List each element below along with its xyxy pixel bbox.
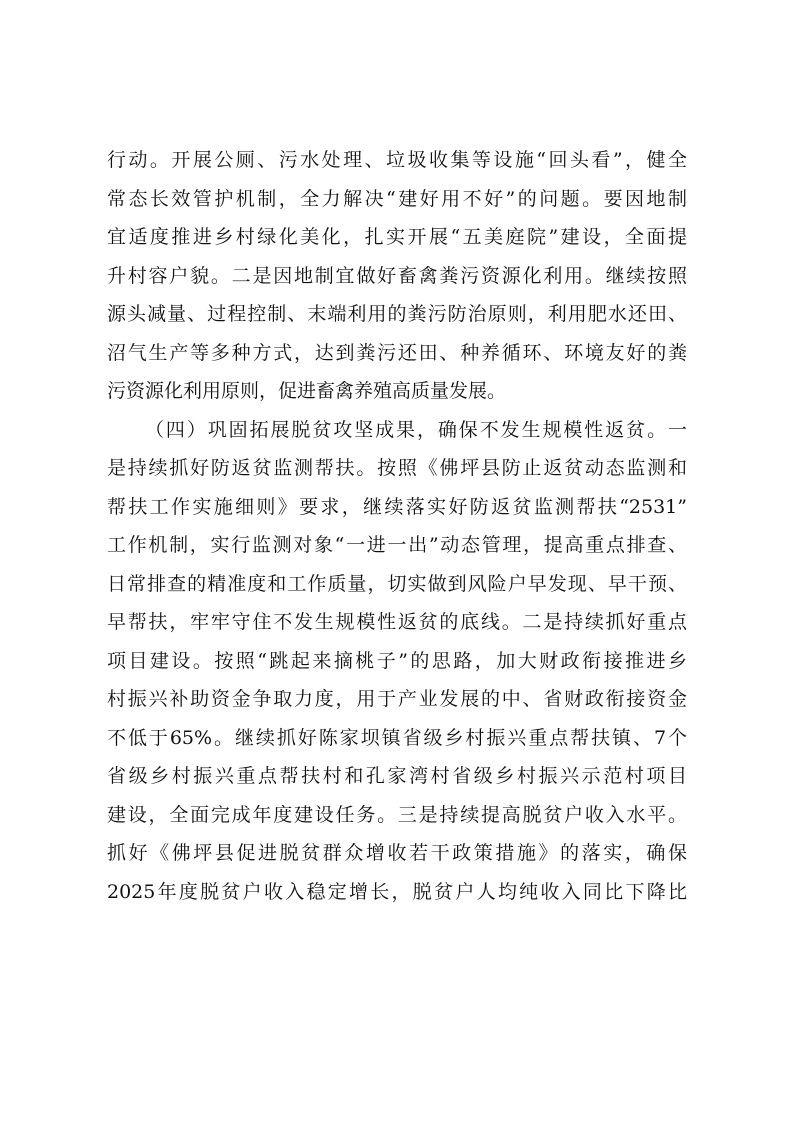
body-text [107,141,687,911]
text-line-6: 沼气生产等多种方式，达到粪污还田、种养循环、环境友好的粪 [107,341,687,364]
text-line-14: 项目建设。按照“跳起来摘桃子”的思路，加大财政衔接推进乡 [107,649,687,672]
text-line-9: 是持续抓好防返贫监测帮扶。按照《佛坪县防止返贫动态监测和 [107,457,687,479]
text-line-13: 早帮扶，牢牢守住不发生规模性返贫的底线。二是持续抓好重点 [107,611,687,633]
text-line-19: 抓好《佛坪县促进脱贫群众增收若干政策措施》的落实，确保 [107,842,687,864]
text-line-20: 2025年度脱贫户收入稳定增长，脱贫户人均纯收入同比下降比 [107,880,687,903]
text-line-18: 建设，全面完成年度建设任务。三是持续提高脱贫户收入水平。 [107,803,687,826]
text-line-3: 宜适度推进乡村绿化美化，扎实开展“五美庭院”建设，全面提 [107,226,687,248]
text-line-10: 帮扶工作实施细则》要求，继续落实好防返贫监测帮扶“2531” [107,495,687,518]
text-line-11: 工作机制，实行监测对象“一进一出”动态管理，提高重点排查、 [107,534,687,556]
text-line-5: 源头减量、过程控制、末端利用的粪污防治原则，利用肥水还田、 [107,303,687,325]
text-line-12: 日常排查的精准度和工作质量，切实做到风险户早发现、早干预、 [107,572,687,595]
text-line-15: 村振兴补助资金争取力度，用于产业发展的中、省财政衔接资金 [107,688,687,710]
text-line-17: 省级乡村振兴重点帮扶村和孔家湾村省级乡村振兴示范村项目 [107,765,687,787]
text-line-16: 不低于65%。继续抓好陈家坝镇省级乡村振兴重点帮扶镇、7个 [107,726,687,749]
text-line-4: 升村容户貌。二是因地制宜做好畜禽粪污资源化利用。继续按照 [107,264,687,287]
section-heading-line: （四）巩固拓展脱贫攻坚成果，确保不发生规模性返贫。一 [145,418,687,441]
text-line-7: 污资源化利用原则，促进畜禽养殖高质量发展。 [107,380,507,402]
text-line-1: 行动。开展公厕、污水处理、垃圾收集等设施“回头看”，健全 [107,149,687,171]
text-line-2: 常态长效管护机制，全力解决“建好用不好”的问题。要因地制 [107,187,687,210]
